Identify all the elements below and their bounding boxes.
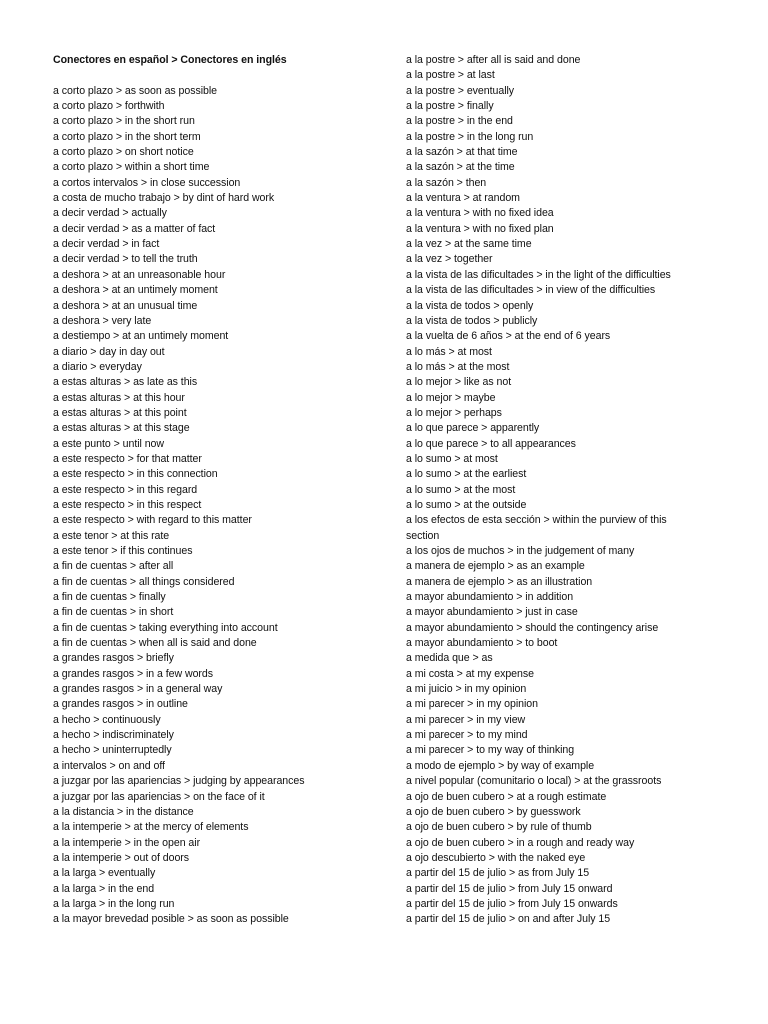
connector-entry: a mi parecer > in my view	[406, 713, 526, 726]
connector-entry: a mi parecer > in my opinion	[406, 698, 538, 711]
connector-entry: a grandes rasgos > in outline	[53, 698, 188, 711]
connector-entry: a ojo de buen cubero > in a rough and ready way	[406, 836, 635, 849]
connector-entry: a lo que parece > to all appearances	[406, 437, 576, 450]
connector-entry: a ojo descubierto > with the naked eye	[406, 851, 586, 864]
connector-entry: a la ventura > at random	[406, 192, 520, 205]
connector-entry: a este respecto > in this connection	[53, 468, 218, 481]
connector-entry: a la vuelta de 6 años > at the end of 6 years	[406, 330, 611, 343]
connector-entry: a decir verdad > as a matter of fact	[53, 222, 216, 235]
connector-entry: a este tenor > at this rate	[53, 529, 170, 542]
connector-entry: a juzgar por las apariencias > judging by appearances	[53, 775, 305, 788]
connector-entry: a la postre > finally	[406, 100, 494, 113]
connector-entry: a la mayor brevedad posible > as soon as possible	[53, 913, 289, 926]
connector-entry: a la vez > at the same time	[406, 238, 532, 251]
connector-entry: a decir verdad > actually	[53, 207, 167, 220]
connector-entry: a la postre > after all is said and done	[406, 54, 581, 66]
connector-entry: a mayor abundamiento > to boot	[406, 637, 558, 650]
connector-entry: a la ventura > with no fixed plan	[406, 222, 554, 235]
left-column	[53, 53, 393, 928]
connector-entry: a estas alturas > at this hour	[53, 391, 185, 404]
connector-entry: a fin de cuentas > after all	[53, 560, 174, 573]
connector-entry: a los efectos de esta sección > within the purview of this section	[406, 514, 667, 542]
connector-entry: a corto plazo > forthwith	[53, 100, 165, 113]
connector-entry: a corto plazo > in the short run	[53, 115, 195, 128]
connector-entry: a hecho > uninterruptedly	[53, 744, 172, 757]
connector-entry: a este tenor > if this continues	[53, 545, 193, 557]
connector-entry: a la intemperie > out of doors	[53, 851, 190, 864]
connector-entry: a corto plazo > within a short time	[53, 161, 210, 174]
connector-entry: a diario > day in day out	[53, 345, 165, 358]
connector-entry: a grandes rasgos > briefly	[53, 652, 174, 665]
connector-entry: a la sazón > at that time	[406, 146, 518, 159]
connector-entry: a este punto > until now	[53, 437, 164, 450]
connector-entry: a la larga > in the long run	[53, 897, 175, 910]
connector-entry: a deshora > at an unusual time	[53, 299, 198, 312]
connector-entry: a destiempo > at an untimely moment	[53, 330, 229, 343]
connector-entry: a este respecto > for that matter	[53, 452, 202, 465]
connector-entry: a la vista de las dificultades > in view of the difficulties	[406, 284, 656, 297]
connector-entry: a la postre > eventually	[406, 84, 515, 97]
connector-entry: a modo de ejemplo > by way of example	[406, 759, 595, 772]
connector-entry: a lo mejor > perhaps	[406, 406, 502, 419]
connector-entry: a partir del 15 de julio > as from July 15	[406, 867, 590, 880]
connector-entry: a deshora > at an untimely moment	[53, 284, 218, 297]
connector-entry: a medida que > as	[406, 652, 493, 665]
connector-entry: a este respecto > with regard to this matter	[53, 514, 252, 527]
connector-entry: a estas alturas > as late as this	[53, 376, 198, 389]
connector-entry: a mayor abundamiento > should the contingency arise	[406, 621, 659, 634]
connector-entry: a la postre > at last	[406, 69, 495, 82]
connector-entry: a lo sumo > at the earliest	[406, 468, 527, 481]
connector-entry: a lo sumo > at the outside	[406, 498, 527, 511]
connector-entry: a partir del 15 de julio > from July 15 onwards	[406, 897, 618, 910]
connector-entry: a hecho > continuously	[53, 713, 161, 726]
connector-entry: a la sazón > then	[406, 176, 487, 189]
connector-entry: a mayor abundamiento > just in case	[406, 606, 578, 619]
connector-entry: a lo más > at the most	[406, 360, 510, 373]
connector-entry: a la postre > in the end	[406, 115, 513, 128]
connector-entry: a los ojos de muchos > in the judgement of many	[406, 545, 635, 557]
connector-entry: a la vez > together	[406, 253, 493, 266]
connector-entry: a la postre > in the long run	[406, 130, 534, 143]
connector-entry: a ojo de buen cubero > by guesswork	[406, 805, 581, 818]
connector-entry: a diario > everyday	[53, 360, 142, 373]
connector-entry: a la sazón > at the time	[406, 161, 515, 174]
connector-entry: a este respecto > in this regard	[53, 483, 198, 496]
connector-entry: a fin de cuentas > taking everything into account	[53, 621, 278, 634]
title-spacer	[53, 68, 393, 83]
connector-entry: a la larga > in the end	[53, 882, 155, 895]
connector-entry: a grandes rasgos > in a general way	[53, 683, 223, 696]
connector-entry: a lo sumo > at the most	[406, 483, 516, 496]
connector-entry: a mi parecer > to my mind	[406, 729, 528, 742]
connector-entry: a la intemperie > at the mercy of elements	[53, 821, 249, 834]
connector-entry: a lo sumo > at most	[406, 452, 498, 465]
connector-entry: a fin de cuentas > finally	[53, 591, 166, 604]
connector-entry: a este respecto > in this respect	[53, 498, 202, 511]
connector-entry: a mi costa > at my expense	[406, 667, 534, 680]
connector-entry: a ojo de buen cubero > at a rough estimate	[406, 790, 607, 803]
connector-entry: a la vista de las dificultades > in the light of the difficulties	[406, 268, 671, 281]
left-entry-list	[53, 84, 393, 928]
connector-entry: a mayor abundamiento > in addition	[406, 591, 574, 604]
connector-entry: a nivel popular (comunitario o local) > at the grassroots	[406, 775, 662, 788]
connector-entry: a la intemperie > in the open air	[53, 836, 201, 849]
connector-entry: a la larga > eventually	[53, 867, 156, 880]
connector-entry: a la distancia > in the distance	[53, 805, 194, 818]
connector-entry: a lo mejor > like as not	[406, 376, 512, 389]
connector-entry: a fin de cuentas > in short	[53, 606, 174, 619]
connector-entry: a costa de mucho trabajo > by dint of hard work	[53, 192, 275, 205]
connector-entry: a ojo de buen cubero > by rule of thumb	[406, 821, 592, 834]
connector-entry: a corto plazo > on short notice	[53, 146, 194, 159]
connector-entry: a decir verdad > in fact	[53, 238, 160, 251]
connector-entry: a la vista de todos > openly	[406, 299, 534, 312]
connector-entry: a partir del 15 de julio > from July 15 onward	[406, 882, 613, 895]
connector-entry: a deshora > at an unreasonable hour	[53, 268, 226, 281]
connector-entry: a fin de cuentas > when all is said and done	[53, 637, 257, 650]
page-title: Conectores en español > Conectores en inglés	[53, 54, 287, 66]
connector-entry: a la vista de todos > publicly	[406, 314, 538, 327]
connector-entry: a lo que parece > apparently	[406, 422, 540, 435]
connector-entry: a fin de cuentas > all things considered	[53, 575, 235, 588]
connector-entry: a la ventura > with no fixed idea	[406, 207, 554, 220]
connector-entry: a partir del 15 de julio > on and after July 15	[406, 913, 611, 926]
connector-entry: a lo mejor > maybe	[406, 391, 496, 404]
connector-entry: a estas alturas > at this point	[53, 406, 187, 419]
connector-entry: a decir verdad > to tell the truth	[53, 253, 198, 266]
connector-entry: a cortos intervalos > in close succession	[53, 176, 241, 189]
connector-entry: a corto plazo > as soon as possible	[53, 84, 218, 97]
connector-entry: a intervalos > on and off	[53, 759, 165, 772]
connector-entry: a hecho > indiscriminately	[53, 729, 174, 742]
connector-entry: a grandes rasgos > in a few words	[53, 667, 213, 680]
right-column	[406, 53, 706, 928]
connector-entry: a manera de ejemplo > as an example	[406, 560, 585, 573]
right-entry-list	[406, 53, 706, 928]
connector-entry: a deshora > very late	[53, 314, 152, 327]
connector-entry: a estas alturas > at this stage	[53, 422, 190, 435]
connector-entry: a juzgar por las apariencias > on the face of it	[53, 790, 265, 803]
connector-entry: a mi parecer > to my way of thinking	[406, 744, 575, 757]
connector-entry: a corto plazo > in the short term	[53, 130, 201, 143]
connector-entry: a lo más > at most	[406, 345, 492, 358]
connector-entry: a manera de ejemplo > as an illustration	[406, 575, 593, 588]
connector-entry: a mi juicio > in my opinion	[406, 683, 527, 696]
